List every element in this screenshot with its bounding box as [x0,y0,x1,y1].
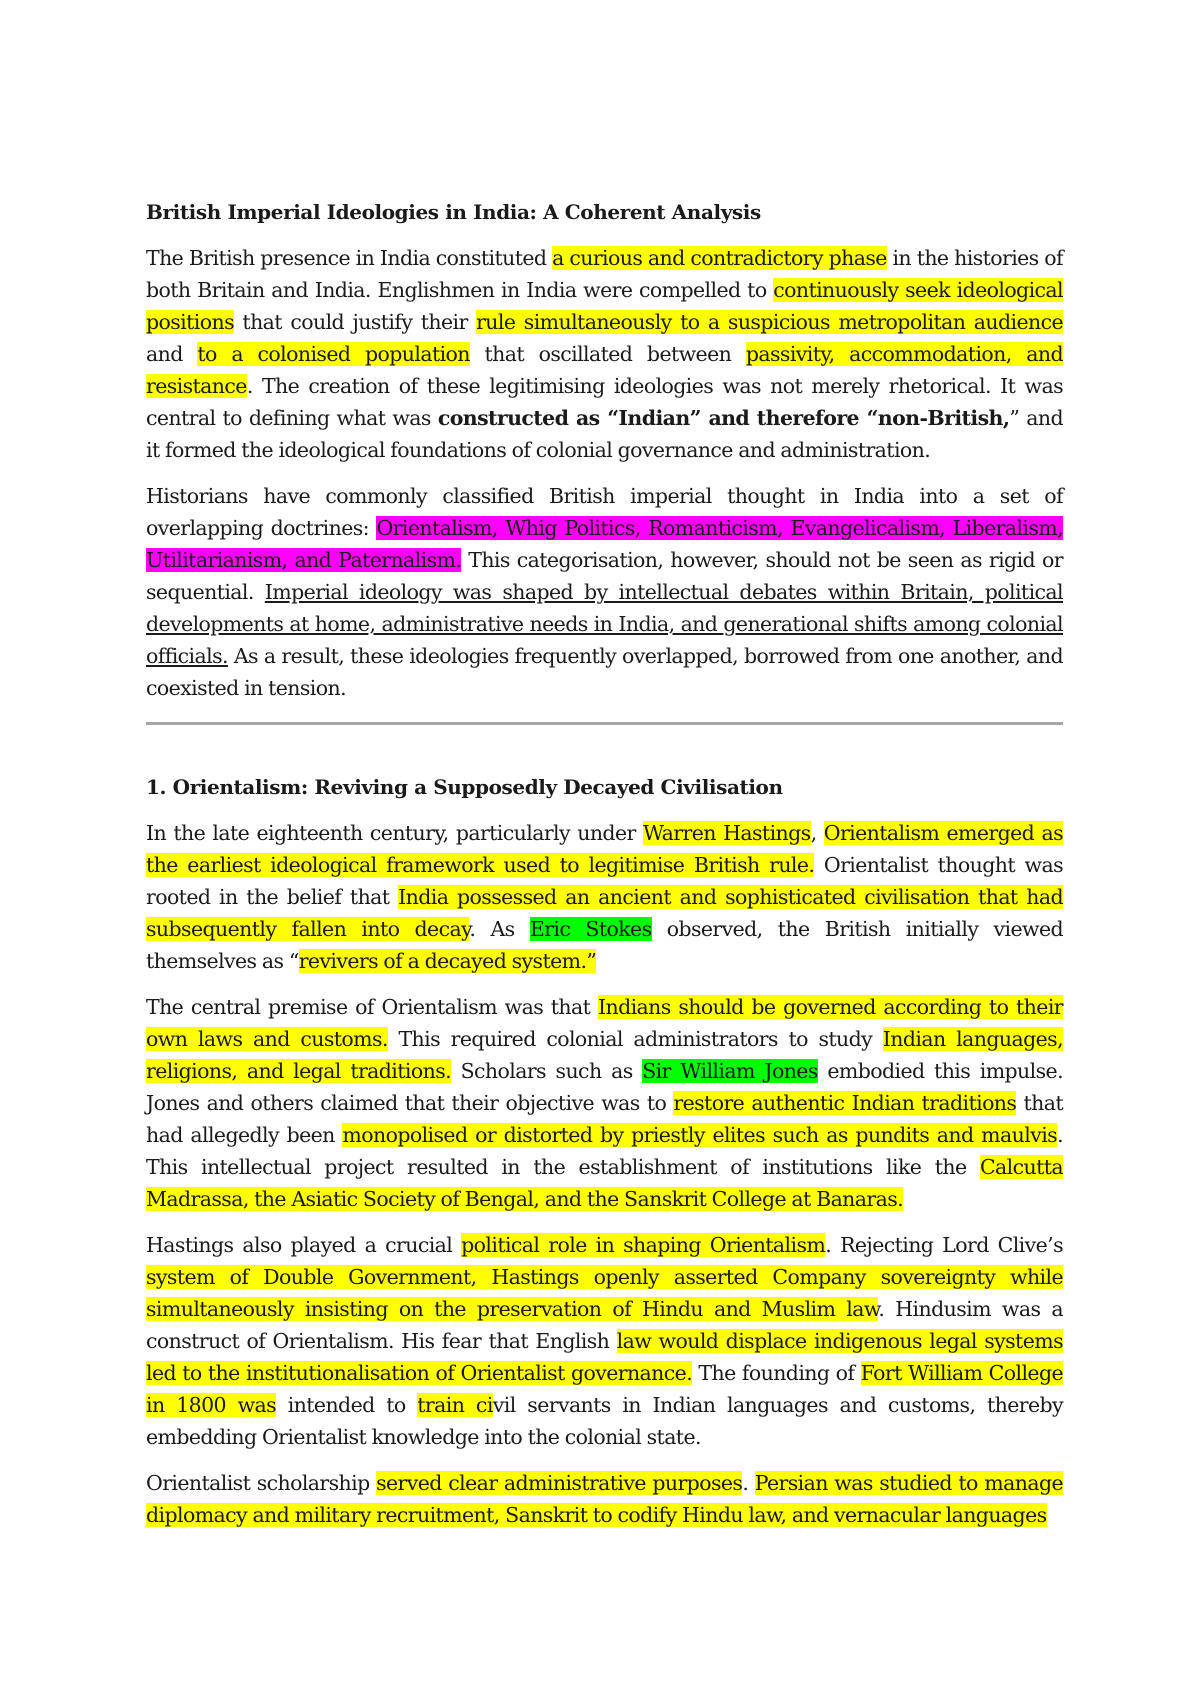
text-run: . This intellectual project resulted in the establishment of institutions like the [146,1123,1063,1179]
text-run: embodied this impulse. Jones and others claimed that their objective was to [146,1059,1063,1115]
text-run: that could justify their [234,310,477,334]
intro-paragraph [146,242,1063,466]
text-run: This categorisation, however, should not be seen as rigid or sequential. [146,548,1063,604]
highlight-yellow: restore authentic Indian traditions [673,1091,1017,1115]
orientalism-paragraph-1 [146,817,1063,977]
highlight-green: Sir William Jones [642,1059,818,1083]
text-run: that had allegedly been [146,1091,1064,1147]
highlight-yellow: Fort William College in 1800 was [146,1361,1064,1417]
highlight-magenta: Orientalism, Whig Politics, Romanticism, Evangelicalism, Liberalism, Utilitarianism, and Paternalism. [146,516,1064,572]
text-run: intended to [276,1393,418,1417]
text-run: The British presence in India constituted [146,246,553,270]
highlight-yellow: rule simultaneously to a suspicious metropolitan audience [476,310,1064,334]
underlined-text: Imperial ideology was shaped by intellectual debates within Britain, political developments at home, administrative needs in India, and generational shifts among colonial officials. [146,580,1063,668]
highlight-yellow: India possessed an ancient and sophisticated civilisation that had subsequently fallen into decay [146,885,1064,941]
highlight-yellow: law would displace indigenous legal systems led to the institutionalisation of Orientalist governance. [146,1329,1063,1385]
bold-text: constructed as “Indian” and therefore “non-British, [437,406,1010,430]
section-heading: 1. Orientalism: Reviving a Supposedly Decayed Civilisation [146,775,783,799]
text-run: ” and it formed the ideological foundations of colonial governance and administration. [146,406,1063,462]
text-run: in the histories of both Britain and India. Englishmen in India were compelled to [146,246,1063,302]
highlight-yellow: Orientalism emerged as the earliest ideological framework used to legitimise British rule. [146,821,1063,877]
highlight-green: Eric Stokes [529,917,652,941]
highlight-yellow: to a colonised population [197,342,470,366]
text-run: Orientalist scholarship [146,1471,377,1495]
text-run: . The creation of these legitimising ideologies was not merely rhetorical. It was central to defining what was [146,374,1063,430]
text-run: This required colonial administrators to study [387,1027,883,1051]
document-body [146,196,1063,1545]
text-run: . As [469,917,530,941]
text-run: and [146,342,198,366]
orientalism-paragraph-3 [146,1229,1063,1453]
highlight-yellow: Indian languages, religions, and legal traditions. [146,1027,1064,1083]
orientalism-paragraph-4 [146,1467,1063,1531]
document-title: British Imperial Ideologies in India: A Coherent Analysis [146,200,761,224]
text-run: . Hindusim was a construct of Orientalism. His fear that English [146,1297,1063,1353]
highlight-yellow: a curious and contradictory phase [552,246,887,270]
text-run: Scholars such as [451,1059,643,1083]
highlight-yellow: Calcutta Madrassa, the Asiatic Society of Bengal, and the Sanskrit College at Banaras. [146,1155,1063,1211]
text-run: that oscillated between [469,342,746,366]
highlight-yellow: served clear administrative purposes [376,1471,743,1495]
highlight-yellow: Persian was studied to manage diplomacy and military recruitment, Sanskrit to codify Hindu law, and vernacular languages [146,1471,1063,1527]
highlight-yellow: political role in shaping Orientalism [461,1233,826,1257]
text-run: . [742,1471,755,1495]
orientalism-paragraph-2 [146,991,1063,1215]
highlight-yellow: system of Double Government, Hastings openly asserted Company sovereignty while simultaneously insisting on the preservation of Hindu and Muslim law [146,1265,1063,1321]
text-run: , [810,821,824,845]
highlight-yellow: train ci [417,1393,493,1417]
text-run: The founding of [692,1361,861,1385]
highlight-yellow: Indians should be governed according to their own laws and customs. [146,995,1063,1051]
highlight-yellow: monopolised or distorted by priestly elites such as pundits and maulvis [342,1123,1058,1147]
highlight-yellow: continuously seek ideological positions [146,278,1063,334]
text-run: . Rejecting Lord Clive’s [825,1233,1063,1257]
text-run: The central premise of Orientalism was that [146,995,598,1019]
text-run: In the late eighteenth century, particularly under [146,821,643,845]
text-run: vil servants in Indian languages and customs, thereby embedding Orientalist knowledge into the colonial state. [146,1393,1063,1449]
text-run: Historians have commonly classified British imperial thought in India into a set of overlapping doctrines: [146,484,1063,540]
highlight-yellow: Warren Hastings [642,821,811,845]
text-run: As a result, these ideologies frequently overlapped, borrowed from one another, and coexisted in tension. [146,644,1063,700]
text-run: Hastings also played a crucial [146,1233,462,1257]
text-run: observed, the British initially viewed themselves as “ [146,917,1064,973]
text-run: Orientalist thought was rooted in the belief that [146,853,1063,909]
highlight-yellow: revivers of a decayed system.” [298,949,597,973]
highlight-yellow: passivity, accommodation, and resistance [146,342,1064,398]
classification-paragraph [146,480,1063,704]
horizontal-rule [146,722,1063,725]
